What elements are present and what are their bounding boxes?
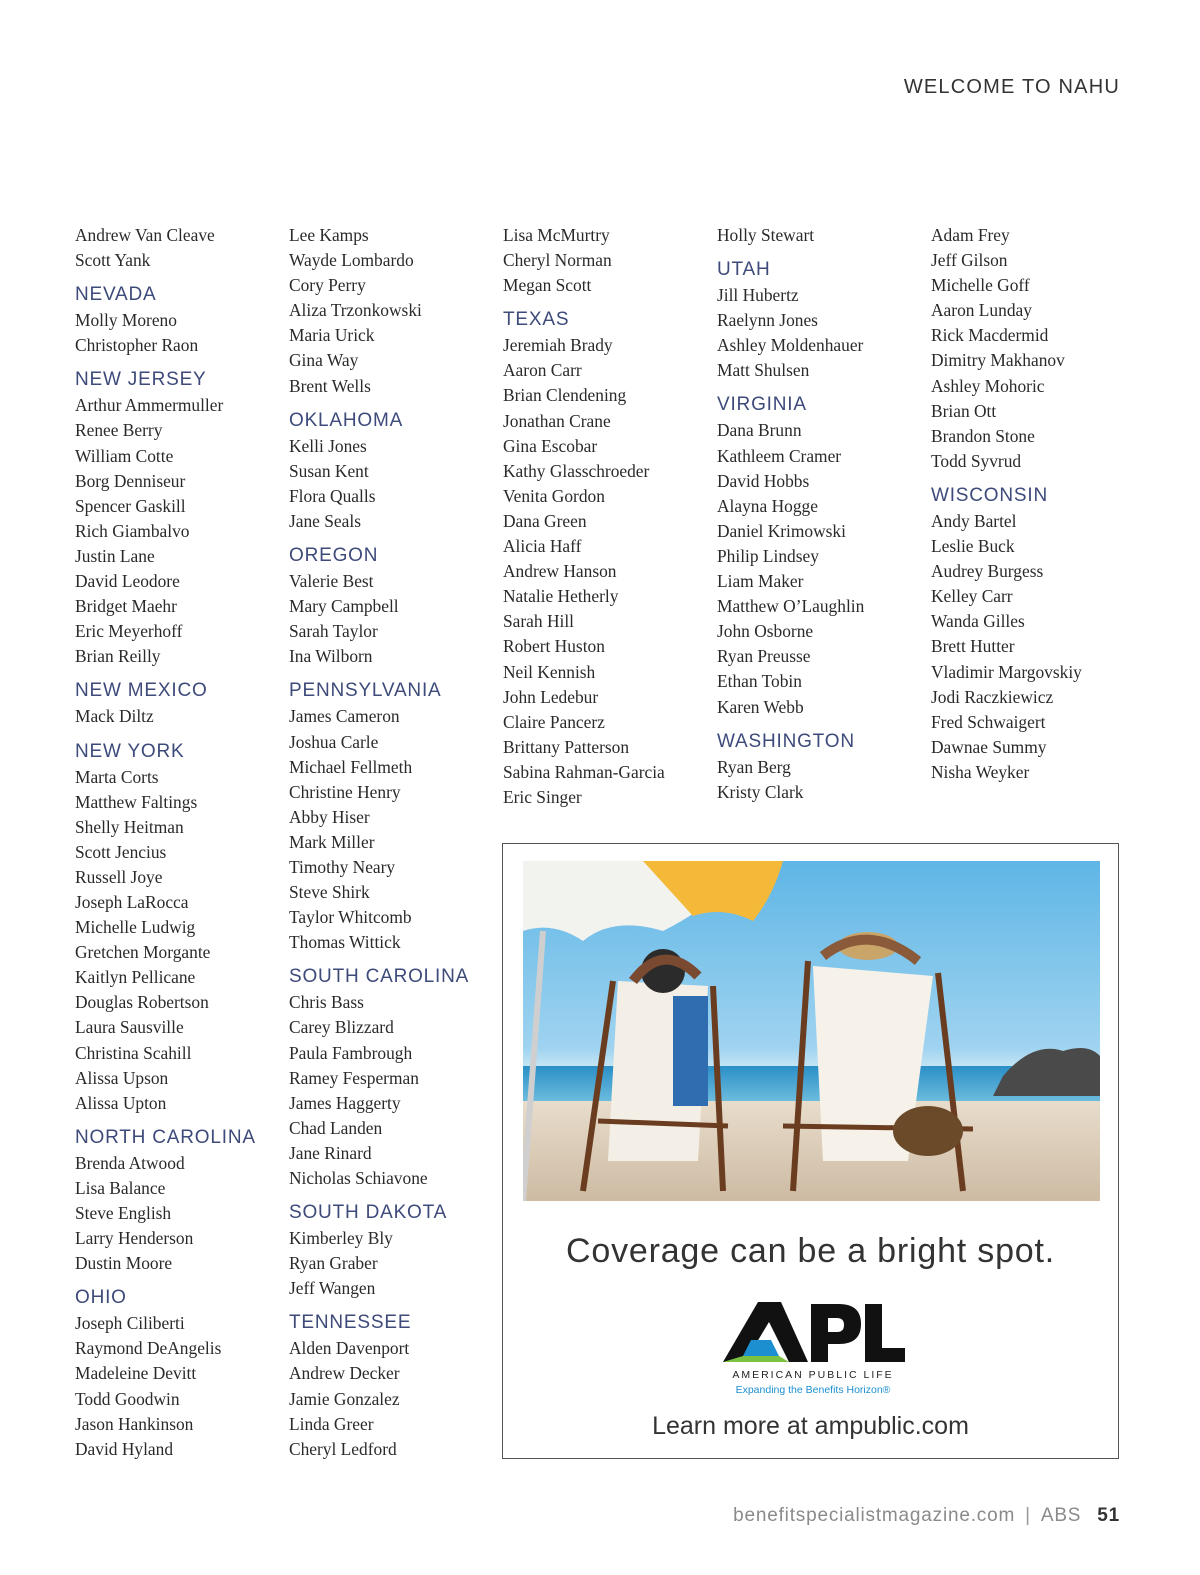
member-name: Nicholas Schiavone: [289, 1168, 428, 1188]
member-name: Marta Corts: [75, 766, 159, 787]
member-name: Karen Webb: [717, 696, 804, 717]
state-heading: OREGON: [289, 545, 379, 567]
state-heading: TENNESSEE: [289, 1312, 412, 1334]
apl-advertisement[interactable]: [502, 843, 1119, 1459]
member-name: Rick Macdermid: [931, 325, 1049, 346]
member-name: Todd Syvrud: [931, 450, 1022, 471]
member-name: Fred Schwaigert: [931, 711, 1046, 732]
member-name: Ethan Tobin: [717, 671, 802, 692]
member-name: Kristy Clark: [717, 781, 804, 802]
member-name: William Cotte: [75, 445, 174, 466]
member-name: Carey Blizzard: [289, 1017, 394, 1038]
names-column-3: [503, 223, 708, 810]
member-name: Audrey Burgess: [931, 561, 1044, 582]
state-heading: SOUTH DAKOTA: [289, 1202, 448, 1224]
member-name: Cory Perry: [289, 275, 366, 296]
member-name: Daniel Krimowski: [717, 520, 846, 541]
member-name: Michelle Goff: [931, 275, 1030, 296]
member-name: Alissa Upton: [75, 1092, 167, 1113]
state-heading: NEW YORK: [75, 740, 185, 762]
member-name: Andy Bartel: [931, 510, 1017, 531]
member-name: Wayde Lombardo: [289, 250, 414, 271]
member-name: Spencer Gaskill: [75, 495, 186, 516]
member-name: Raymond DeAngelis: [75, 1338, 222, 1359]
member-name: Jason Hankinson: [75, 1413, 194, 1434]
member-name: Eric Singer: [503, 786, 582, 807]
member-name: Alden Davenport: [289, 1338, 410, 1359]
member-name: Jamie Gonzalez: [289, 1388, 400, 1409]
member-name: Gina Way: [289, 350, 359, 371]
page-header-title: WELCOME TO NAHU: [903, 76, 1120, 98]
member-name: Eric Meyerhoff: [75, 621, 183, 642]
member-name: Maria Urick: [289, 325, 375, 346]
member-name: Liam Maker: [717, 571, 804, 592]
member-name: Borg Denniseur: [75, 470, 186, 491]
member-name: Steve Shirk: [289, 882, 370, 903]
member-name: Megan Scott: [503, 275, 592, 296]
names-column-2: [289, 223, 494, 1462]
member-name: Brenda Atwood: [75, 1152, 185, 1173]
member-name: Molly Moreno: [75, 310, 177, 331]
member-name: Linda Greer: [289, 1413, 374, 1434]
member-name: Thomas Wittick: [289, 932, 401, 953]
member-name: Dustin Moore: [75, 1253, 173, 1274]
page-number: 51: [1097, 1505, 1120, 1526]
member-name: Chris Bass: [289, 992, 364, 1013]
member-name: Ashley Moldenhauer: [717, 335, 864, 356]
member-name: Natalie Hetherly: [503, 586, 619, 607]
member-name: Lisa Balance: [75, 1177, 166, 1198]
state-heading: WASHINGTON: [717, 730, 855, 752]
member-name: Dimitry Makhanov: [931, 350, 1065, 371]
member-name: Gina Escobar: [503, 435, 598, 456]
member-name: Ryan Berg: [717, 756, 791, 777]
state-heading: OHIO: [75, 1287, 127, 1309]
member-name: Kelley Carr: [931, 586, 1013, 607]
page-footer: [733, 1505, 1120, 1527]
member-name: Alissa Upson: [75, 1067, 169, 1088]
member-name: Jodi Raczkiewicz: [931, 686, 1054, 707]
member-name: Matthew O’Laughlin: [717, 596, 865, 617]
member-name: Bridget Maehr: [75, 596, 177, 617]
member-name: Madeleine Devitt: [75, 1363, 197, 1384]
member-name: Ramey Fesperman: [289, 1067, 419, 1088]
member-name: Mark Miller: [289, 831, 375, 852]
member-name: David Leodore: [75, 571, 180, 592]
member-name: Leslie Buck: [931, 536, 1015, 557]
names-column-4: [717, 223, 922, 805]
member-name: Kaitlyn Pellicane: [75, 967, 196, 988]
member-name: Jeff Wangen: [289, 1278, 376, 1299]
member-name: Andrew Van Cleave: [75, 225, 215, 245]
state-heading: PENNSYLVANIA: [289, 680, 442, 702]
member-name: Alayna Hogge: [717, 495, 818, 516]
member-name: Susan Kent: [289, 460, 369, 481]
state-heading: SOUTH CAROLINA: [289, 966, 470, 988]
member-name: Neil Kennish: [503, 661, 596, 682]
member-name: Kathy Glasschroeder: [503, 460, 650, 481]
names-column-1: [75, 223, 280, 1462]
member-name: Christine Henry: [289, 781, 401, 802]
member-name: Dana Green: [503, 510, 587, 531]
member-name: Steve English: [75, 1203, 172, 1223]
beach-chairs-photo: [523, 861, 1100, 1201]
footer-site-link[interactable]: benefitspecialistmagazine.com: [733, 1505, 1016, 1526]
member-name: Michael Fellmeth: [289, 756, 413, 777]
member-name: Larry Henderson: [75, 1228, 194, 1249]
member-name: Brett Hutter: [931, 636, 1015, 657]
member-name: Joshua Carle: [289, 731, 379, 752]
member-name: Scott Yank: [75, 250, 151, 271]
state-heading: UTAH: [717, 259, 771, 281]
member-name: Venita Gordon: [503, 485, 605, 506]
member-name: Justin Lane: [75, 545, 155, 566]
member-name: Matt Shulsen: [717, 360, 810, 381]
member-name: Christopher Raon: [75, 335, 199, 356]
member-name: Sabina Rahman-Garcia: [503, 761, 665, 782]
member-name: James Cameron: [289, 706, 400, 727]
state-heading: NEW MEXICO: [75, 680, 208, 702]
state-heading: TEXAS: [503, 309, 570, 331]
member-name: Valerie Best: [289, 571, 374, 592]
state-heading: OKLAHOMA: [289, 409, 404, 431]
member-name: John Ledebur: [503, 686, 599, 707]
member-name: Jeremiah Brady: [503, 335, 613, 356]
member-name: Cheryl Norman: [503, 250, 612, 271]
member-name: Jonathan Crane: [503, 410, 611, 431]
member-name: Sarah Taylor: [289, 621, 378, 642]
member-name: Jane Seals: [289, 510, 361, 531]
member-name: Mary Campbell: [289, 596, 399, 617]
member-name: Brian Reilly: [75, 646, 161, 667]
member-name: Ryan Preusse: [717, 646, 811, 667]
member-name: Raelynn Jones: [717, 310, 818, 331]
member-name: Brian Clendening: [503, 385, 627, 406]
member-name: Vladimir Margovskiy: [931, 661, 1082, 682]
member-name: Paula Fambrough: [289, 1042, 413, 1063]
member-name: Timothy Neary: [289, 856, 396, 877]
member-name: Nisha Weyker: [931, 761, 1030, 782]
member-name: Gretchen Morgante: [75, 942, 211, 963]
member-name: David Hobbs: [717, 470, 810, 491]
member-name: Philip Lindsey: [717, 545, 819, 566]
apl-logo: [713, 1292, 913, 1402]
state-heading: WISCONSIN: [931, 484, 1048, 506]
member-name: Michelle Ludwig: [75, 917, 196, 938]
member-name: Taylor Whitcomb: [289, 907, 412, 928]
member-name: Arthur Ammermuller: [75, 395, 224, 416]
member-name: Rich Giambalvo: [75, 520, 190, 541]
member-name: Jane Rinard: [289, 1142, 372, 1163]
member-name: Christina Scahill: [75, 1042, 192, 1063]
member-name: Kelli Jones: [289, 435, 367, 456]
member-name: John Osborne: [717, 621, 814, 642]
member-name: Brian Ott: [931, 400, 997, 421]
member-name: Todd Goodwin: [75, 1388, 180, 1409]
member-name: Lee Kamps: [289, 225, 369, 245]
member-name: Alicia Haff: [503, 536, 582, 557]
member-name: Robert Huston: [503, 636, 605, 657]
member-name: Chad Landen: [289, 1117, 383, 1138]
member-name: Mack Diltz: [75, 706, 154, 727]
member-name: Aliza Trzonkowski: [289, 300, 422, 321]
member-name: Aaron Carr: [503, 360, 582, 381]
names-column-5: [931, 223, 1136, 785]
member-name: Dana Brunn: [717, 420, 802, 441]
member-name: Ryan Graber: [289, 1253, 378, 1274]
member-name: Brittany Patterson: [503, 736, 630, 757]
state-heading: NORTH CAROLINA: [75, 1126, 256, 1148]
member-name: Scott Jencius: [75, 841, 167, 862]
member-name: Andrew Decker: [289, 1363, 400, 1384]
member-name: Lisa McMurtry: [503, 225, 610, 245]
member-name: Aaron Lunday: [931, 300, 1032, 321]
member-name: Ina Wilborn: [289, 646, 373, 667]
member-name: Matthew Faltings: [75, 791, 198, 812]
member-name: David Hyland: [75, 1438, 174, 1459]
member-name: Wanda Gilles: [931, 611, 1025, 632]
logo-subtitle: AMERICAN PUBLIC LIFE: [732, 1369, 894, 1381]
member-name: Joseph LaRocca: [75, 891, 189, 912]
member-name: Dawnae Summy: [931, 736, 1047, 757]
member-name: Laura Sausville: [75, 1017, 184, 1038]
member-name: Joseph Ciliberti: [75, 1313, 185, 1334]
ad-learn-more-link[interactable]: Learn more at ampublic.com: [652, 1412, 969, 1440]
footer-section: ABS: [1040, 1505, 1082, 1526]
member-name: Jill Hubertz: [717, 285, 799, 306]
member-name: Abby Hiser: [289, 806, 370, 827]
member-name: Jeff Gilson: [931, 250, 1008, 271]
member-name: Andrew Hanson: [503, 561, 617, 582]
member-name: Holly Stewart: [717, 225, 815, 245]
ad-tagline: Coverage can be a bright spot.: [566, 1232, 1055, 1270]
member-name: Cheryl Ledford: [289, 1438, 397, 1459]
member-name: Kathleem Cramer: [717, 445, 842, 466]
logo-slogan: Expanding the Benefits Horizon®: [735, 1384, 891, 1396]
footer-separator: |: [1025, 1505, 1031, 1526]
member-name: Russell Joye: [75, 866, 163, 887]
state-heading: NEVADA: [75, 284, 157, 306]
member-name: Kimberley Bly: [289, 1228, 393, 1249]
member-name: Douglas Robertson: [75, 992, 209, 1013]
state-heading: VIRGINIA: [717, 394, 807, 416]
member-name: Ashley Mohoric: [931, 375, 1045, 396]
member-name: Brandon Stone: [931, 425, 1035, 446]
member-name: Sarah Hill: [503, 611, 574, 632]
member-name: Shelly Heitman: [75, 816, 184, 837]
member-name: Flora Qualls: [289, 485, 376, 506]
member-name: James Haggerty: [289, 1092, 401, 1113]
state-heading: NEW JERSEY: [75, 369, 207, 391]
member-name: Adam Frey: [931, 225, 1010, 245]
member-name: Brent Wells: [289, 375, 371, 396]
member-name: Renee Berry: [75, 420, 163, 441]
member-name: Claire Pancerz: [503, 711, 605, 732]
